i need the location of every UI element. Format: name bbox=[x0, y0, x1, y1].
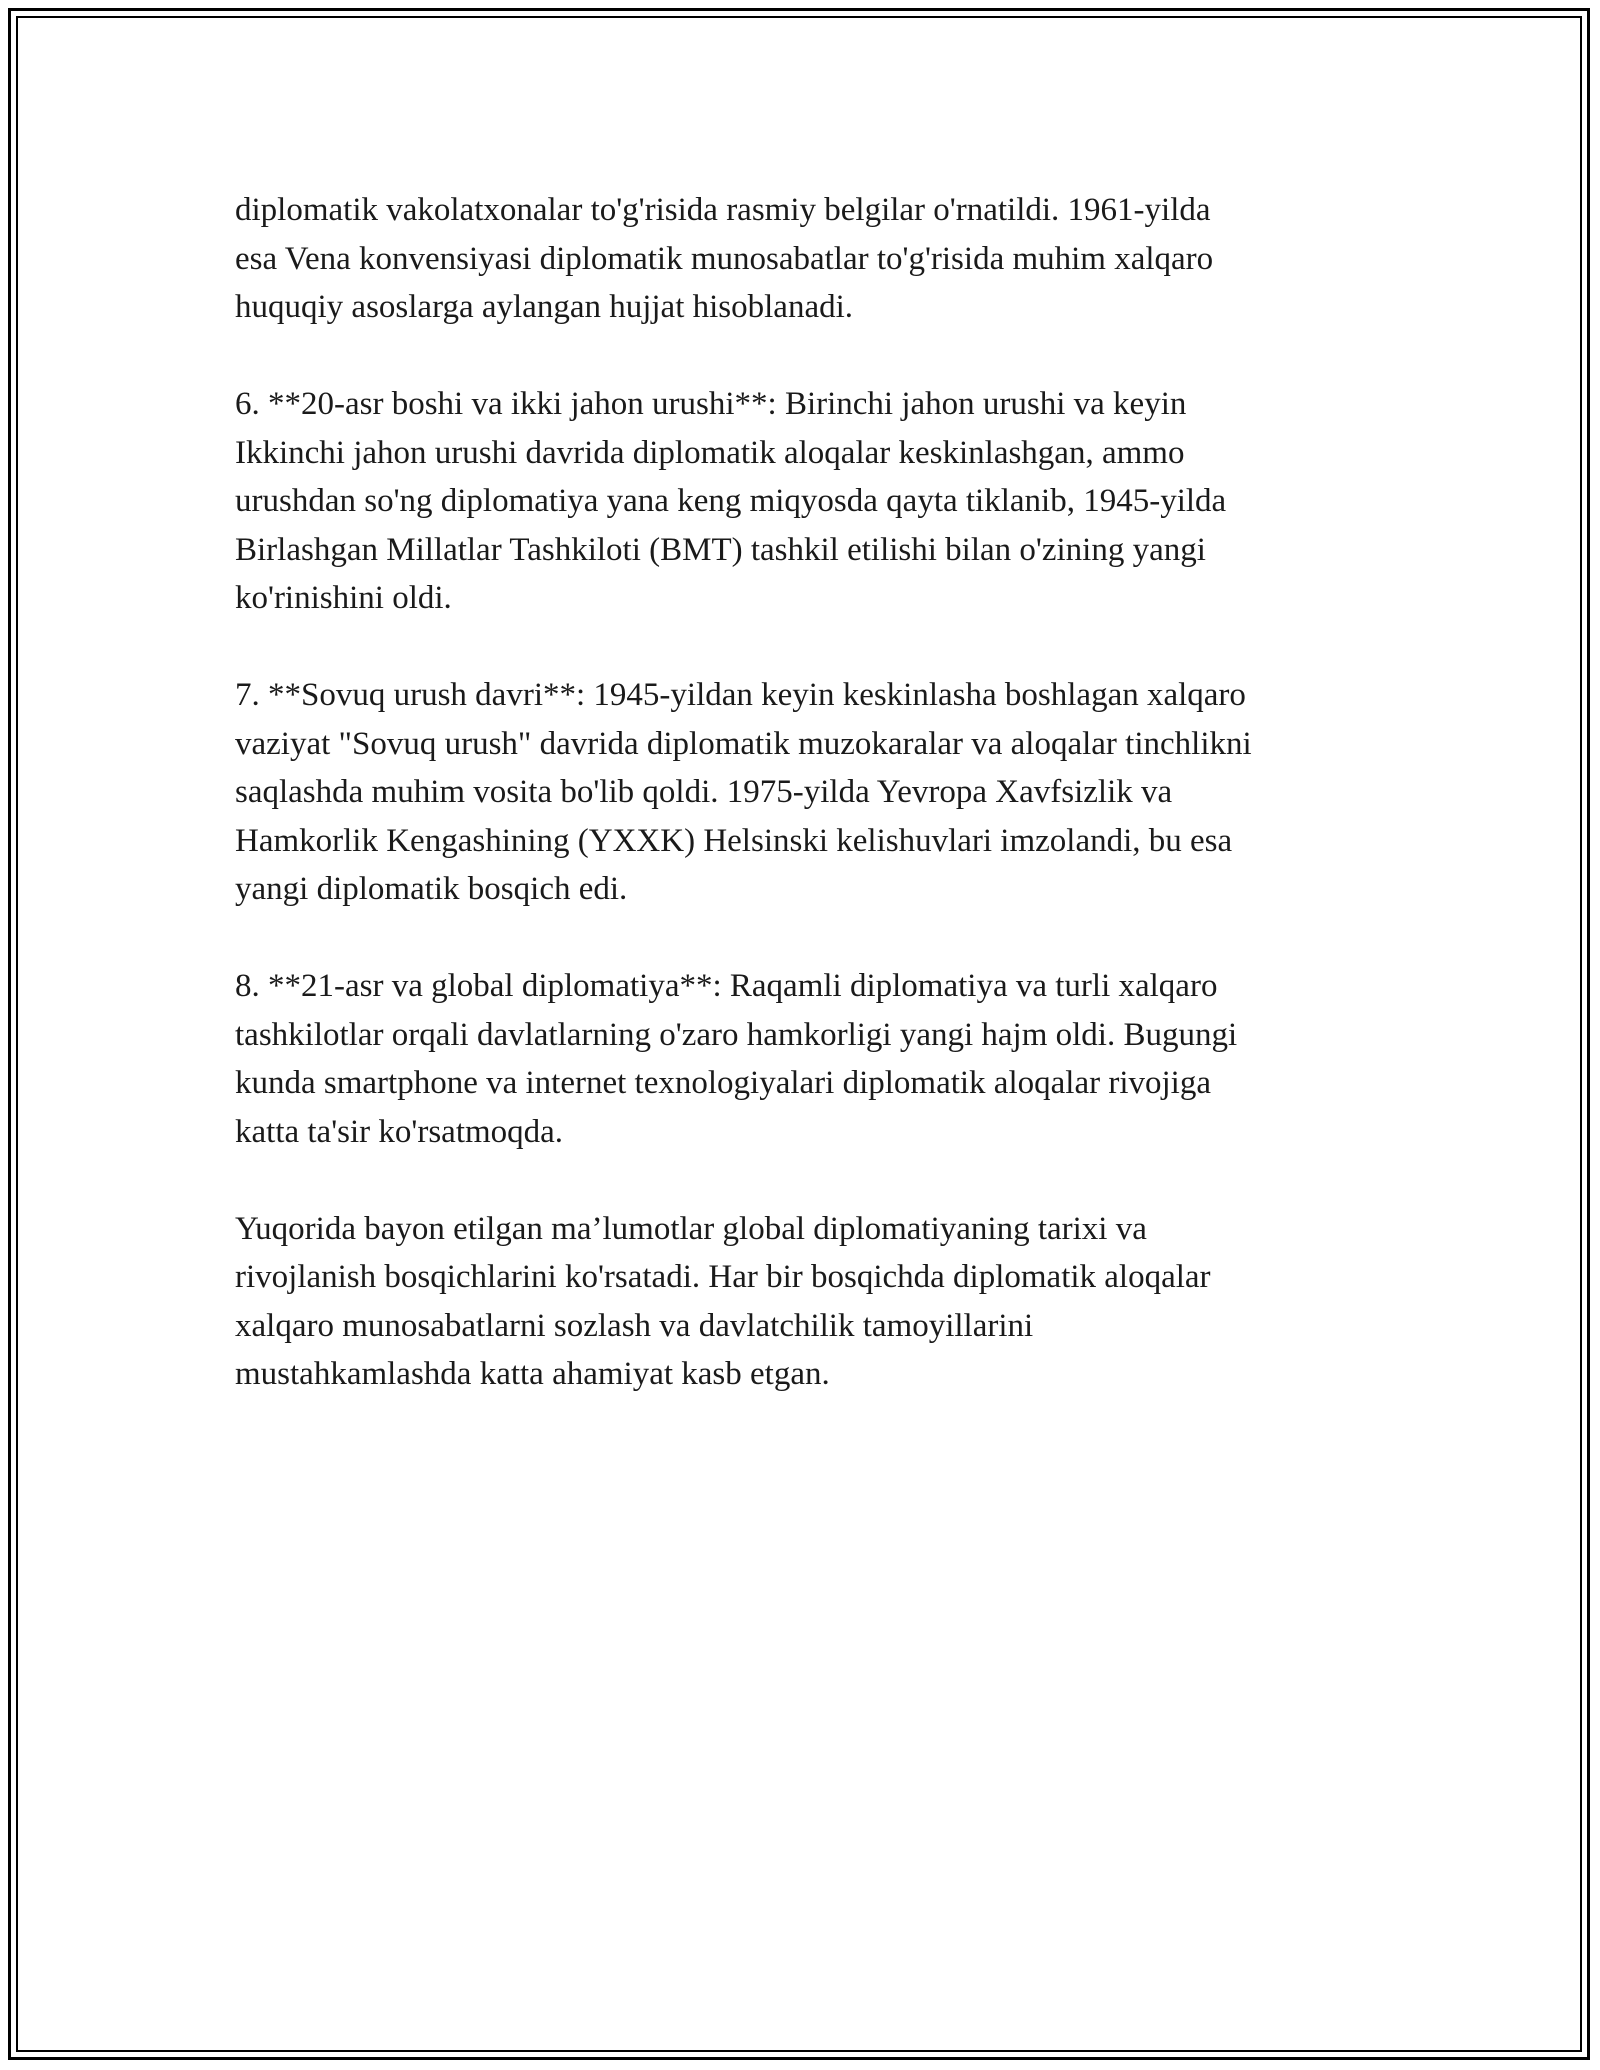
paragraph-cold-war: 7. **Sovuq urush davri**: 1945-yildan keyin keskinlasha boshlagan xalqaro vaziyat "Sovuq urush" davrida diplomatik muzokaralar va aloqalar tinchlikni saqlashda muhim vosita bo'lib qoldi. 1975-yilda Yevropa Xavfsizlik va Hamkorlik Kengashining (YXXK) Helsinski kelishuvlari imzolandi, bu esa yangi diplomatik bosqich edi. bbox=[235, 677, 1252, 907]
paragraph-vienna-convention: diplomatik vakolatxonalar to'g'risida rasmiy belgilar o'rnatildi. 1961-yilda esa Vena konvensiyasi diplomatik munosabatlar to'g'risida muhim xalqaro huquqiy asoslarga aylangan hujjat hisoblanadi. bbox=[235, 192, 1214, 325]
document-body bbox=[235, 186, 1375, 1399]
paragraph-21st-century: 8. **21-asr va global diplomatiya**: Raqamli diplomatiya va turli xalqaro tashkilotlar orqali davlatlarning o'zaro hamkorligi yangi hajm oldi. Bugungi kunda smartphone va internet texnologiyalari diplomatik aloqalar rivojiga katta ta'sir ko'rsatmoqda. bbox=[235, 968, 1238, 1150]
paragraph-world-wars: 6. **20-asr boshi va ikki jahon urushi**: Birinchi jahon urushi va keyin Ikkinchi jahon urushi davrida diplomatik aloqalar keskinlashgan, ammo urushdan so'ng diplomatiya yana keng miqyosda qayta tiklanib, 1945-yilda Birlashgan Millatlar Tashkiloti (BMT) tashkil etilishi bilan o'zining yangi ko'rinishini oldi. bbox=[235, 386, 1227, 616]
paragraph-conclusion: Yuqorida bayon etilgan ma’lumotlar global diplomatiyaning tarixi va rivojlanish bosqichlarini ko'rsatadi. Har bir bosqichda diplomatik aloqalar xalqaro munosabatlarni sozlash va davlatchilik tamoyillarini mustahkamlashda katta ahamiyat kasb etgan. bbox=[235, 1210, 1211, 1392]
